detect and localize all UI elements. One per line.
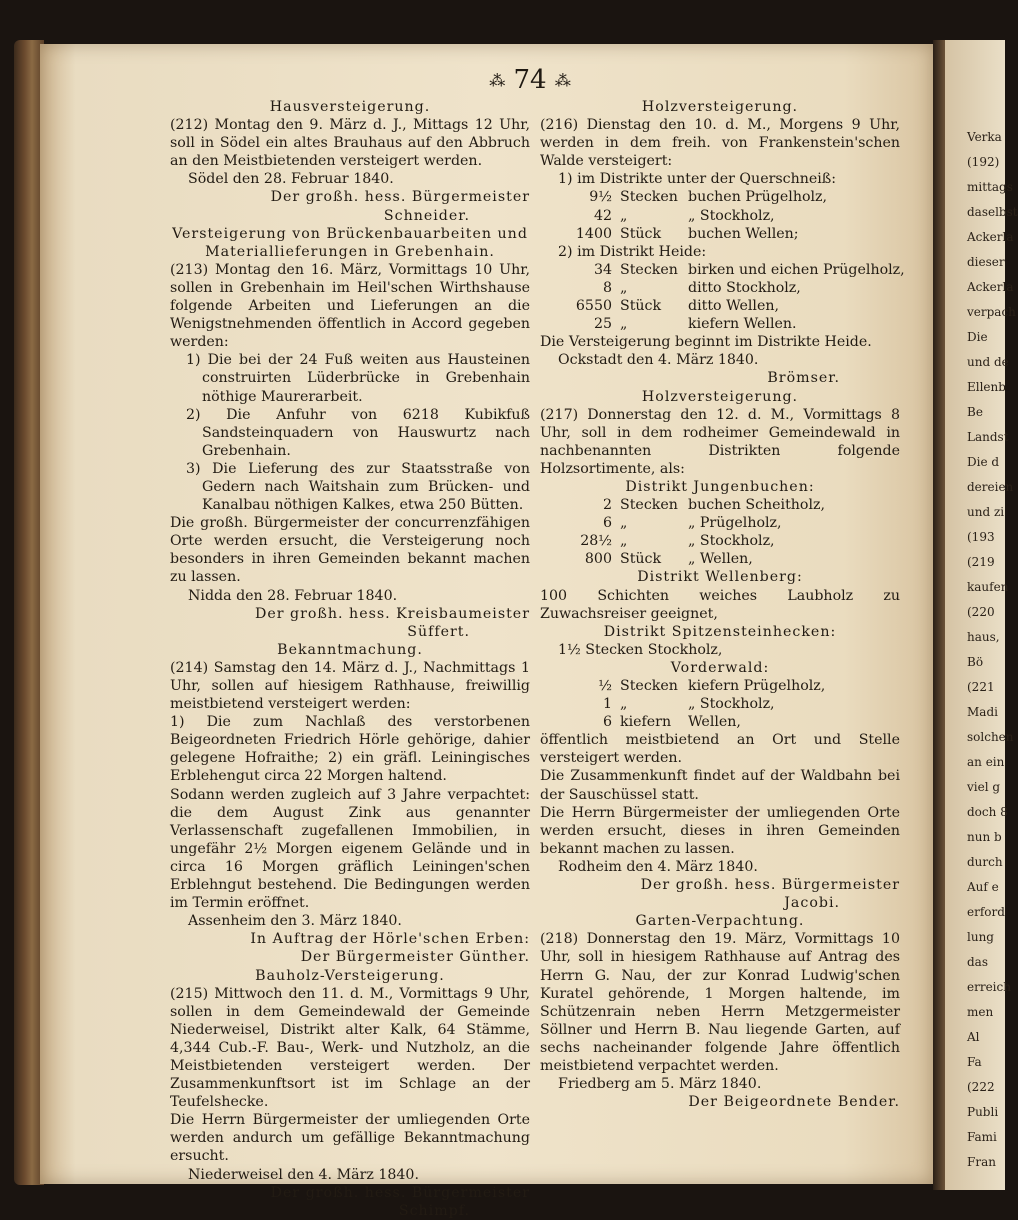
wood-lot-cell: kiefern Prügelholz, bbox=[688, 678, 826, 694]
facing-page-fragment: verpach bbox=[967, 305, 1016, 319]
wood-lot-cell: ½ bbox=[598, 678, 612, 694]
facing-page-fragment: Verka bbox=[967, 130, 1002, 144]
notice-paragraph: (215) Mittwoch den 11. d. M., Vormittags 9 Uhr, sollen in dem Gemeindewald der Gemeinde Niederweisel, Distrikt alter Kalk, 64 Stämme, 4,344 Cub.-F. Bau-, Werk- und Nutzholz, an die Meistbietenden versteigert werden. Der Zusammenkunftsort ist im Schlage an der Teufelshecke. bbox=[170, 985, 530, 1111]
facing-page-fragment: (219 bbox=[967, 555, 995, 569]
facing-page-fragment: mittags bbox=[967, 180, 1013, 194]
wood-lot-cell: Wellen, bbox=[688, 714, 741, 731]
facing-page-fragment: erreich bbox=[967, 980, 1011, 994]
wood-lot-cell: 25 bbox=[593, 316, 612, 333]
notice-heading: Holzversteigerung. bbox=[641, 388, 799, 405]
wood-lot-row bbox=[540, 532, 900, 550]
wood-lot-cell: „ bbox=[620, 533, 628, 550]
wood-lot-cell: buchen Wellen; bbox=[688, 225, 799, 242]
facing-page-fragment: (221 bbox=[967, 680, 995, 694]
notice-list-item: 1) Die bei der 24 Fuß weiten aus Hausteinen construirten Lüderbrücke in Grebenhain nöthige Maurerarbeit. bbox=[186, 352, 530, 405]
facing-page-fragment: Ackerla bbox=[967, 230, 1014, 244]
wood-lot-row bbox=[540, 677, 900, 695]
left-column bbox=[170, 98, 530, 1220]
notice-place-date: Assenheim den 3. März 1840. bbox=[188, 913, 402, 930]
wood-lot-cell: 2 bbox=[602, 497, 612, 514]
facing-page-fragment: Auf e bbox=[967, 880, 999, 894]
notice-subheading: 1½ Stecken Stockholz, bbox=[558, 641, 723, 658]
wood-lot-cell: Stecken bbox=[620, 678, 678, 694]
facing-page-fragment: Ellenb bbox=[967, 380, 1006, 394]
notice-subheading: 1) im Distrikte unter der Querschneiß: bbox=[558, 171, 837, 188]
wood-lot-cell: „ Prügelholz, bbox=[688, 515, 782, 532]
wood-lot-cell: 6550 bbox=[575, 298, 612, 315]
wood-lot-cell: Stecken bbox=[620, 261, 678, 278]
notice-heading: Vorderwald: bbox=[670, 659, 770, 676]
wood-lot-row bbox=[540, 207, 900, 225]
notice-signature-name: Jacobi. bbox=[784, 895, 840, 912]
wood-lot-cell: 28½ bbox=[580, 533, 612, 550]
notice-heading: Versteigerung von Brückenbauarbeiten und Materiallieferungen in Grebenhain. bbox=[172, 225, 528, 260]
notice-signature-name: Süffert. bbox=[407, 623, 470, 640]
notice-paragraph: (218) Donnerstag den 19. März, Vormittags 10 Uhr, soll in hiesigem Rathhause auf Antrag des Herrn G. Nau, der zur Konrad Ludwig'schen Kuratel gehörende, 1 Morgen haltende, im Schützenrain neben Herrn Metzgermeister Söllner und Herrn B. Nau liegende Garten, auf sechs nacheinander folgende Jahre öffentlich meistbietend verpachtet werden. bbox=[540, 931, 900, 1074]
wood-lot-cell: 42 bbox=[593, 207, 612, 224]
notice-list-item: 2) Die Anfuhr von 6218 Kubikfuß Sandsteinquadern von Hauswurtz nach Grebenhain. bbox=[186, 406, 530, 459]
notice-heading: Garten-Verpachtung. bbox=[635, 913, 805, 930]
facing-page-fragment: viel g bbox=[967, 780, 1001, 794]
notice-place-date: Ockstadt den 4. März 1840. bbox=[558, 352, 759, 369]
facing-page-fragment: Fami bbox=[967, 1130, 997, 1144]
facing-page-edge bbox=[945, 40, 1018, 1190]
wood-lot-cell: birken und eichen Prügelholz, bbox=[688, 261, 905, 278]
facing-page-fragment: Landst bbox=[967, 430, 1009, 444]
notice-paragraph: (216) Dienstag den 10. d. M., Morgens 9 Uhr, werden in dem freih. von Frankenstein'schen Walde versteigert: bbox=[540, 117, 900, 170]
wood-lot-cell: „ bbox=[620, 696, 628, 713]
facing-page-fragment: dereien bbox=[967, 480, 1014, 494]
facing-page-fragment: Fa bbox=[967, 1055, 982, 1069]
notice-paragraph: (212) Montag den 9. März d. J., Mittags 12 Uhr, soll in Södel ein altes Brauhaus auf den Abbruch an den Meistbietenden versteigert werden. bbox=[170, 117, 530, 170]
wood-lot-cell: Stück bbox=[620, 298, 662, 315]
wood-lot-cell: ditto Stockholz, bbox=[688, 279, 801, 296]
page-header bbox=[470, 60, 590, 100]
wood-lot-cell: Stück bbox=[620, 225, 662, 242]
notice-heading: Distrikt Jungenbuchen: bbox=[625, 478, 815, 495]
wood-lot-cell: Stecken bbox=[620, 497, 678, 514]
notice-place-date: Rodheim den 4. März 1840. bbox=[558, 858, 758, 875]
wood-lot-cell: „ Stockholz, bbox=[688, 696, 775, 713]
facing-page-fragment: kaufen bbox=[967, 580, 1009, 594]
facing-page-fragment: Die bbox=[967, 330, 988, 344]
facing-page-fragment: und zi bbox=[967, 505, 1005, 519]
notice-signature: Der großh. hess. Bürgermeister bbox=[640, 877, 900, 894]
notice-signature-name: Schimpf. bbox=[398, 1202, 470, 1219]
wood-lot-cell: Stecken bbox=[620, 189, 678, 206]
facing-page-fragment: men bbox=[967, 1005, 994, 1019]
wood-lot-cell: „ Stockholz, bbox=[688, 207, 775, 224]
wood-lot-row bbox=[540, 550, 900, 568]
facing-page-fragment: durch bbox=[967, 855, 1003, 869]
notice-paragraph: 1) Die zum Nachlaß des verstorbenen Beigeordneten Friedrich Hörle gehörige, dahier gelegene Hofraithe; 2) ein gräfl. Leiningisches Erblehengut circa 22 Morgen haltend. bbox=[170, 714, 530, 785]
notice-signature-name: Brömser. bbox=[767, 370, 840, 387]
notice-paragraph: (213) Montag den 16. März, Vormittags 10 Uhr, sollen in Grebenhain im Heil'schen Wirthshause folgende Arbeiten und Lieferungen an die Wenigstnehmenden öffentlich in Accord gegeben werden: bbox=[170, 261, 530, 351]
wood-lot-cell: „ bbox=[620, 316, 628, 333]
facing-page-fragment: (222 bbox=[967, 1080, 995, 1094]
wood-lot-row bbox=[540, 496, 900, 514]
notice-paragraph: (217) Donnerstag den 12. d. M., Vormittags 8 Uhr, soll in dem rodheimer Gemeindewald in nachbenannten Distrikten folgende Holzsortimente, als: bbox=[540, 406, 900, 477]
wood-lot-cell: „ Stockholz, bbox=[688, 533, 775, 550]
wood-lot-cell: „ bbox=[620, 279, 628, 296]
wood-lot-cell: 34 bbox=[593, 261, 612, 278]
facing-page-fragment: das bbox=[967, 955, 988, 969]
notice-paragraph: Die Zusammenkunft findet auf der Waldbahn bei der Sauschüssel statt. bbox=[540, 768, 900, 803]
wood-lot-cell: kiefern bbox=[620, 714, 672, 731]
notice-heading: Holzversteigerung. bbox=[641, 99, 799, 115]
right-column bbox=[540, 98, 905, 1111]
notice-signature: Der großh. hess. Bürgermeister bbox=[270, 189, 530, 206]
notice-place-date: Nidda den 28. Februar 1840. bbox=[188, 587, 398, 604]
notice-heading: Distrikt Wellenberg: bbox=[637, 569, 803, 586]
notice-place-date: Friedberg am 5. März 1840. bbox=[558, 1076, 762, 1093]
page-number: 74 bbox=[513, 65, 547, 95]
wood-lot-cell: 9½ bbox=[589, 189, 612, 206]
facing-page-fragment: Be bbox=[967, 405, 983, 419]
notice-place-date: Niederweisel den 4. März 1840. bbox=[188, 1166, 419, 1183]
wood-lot-cell: ditto Wellen, bbox=[688, 298, 780, 315]
facing-page-fragment: daselbst bbox=[967, 205, 1018, 219]
facing-page-fragment: Publi bbox=[967, 1105, 999, 1119]
notice-signature: Der großh. hess. Kreisbaumeister bbox=[254, 605, 530, 622]
notice-paragraph: Die Herrn Bürgermeister der umliegenden Orte werden andurch um gefällige Bekanntmachung ersucht. bbox=[170, 1112, 530, 1165]
notice-paragraph: (214) Samstag den 14. März d. J., Nachmittags 1 Uhr, sollen auf hiesigem Rathhause, freiwillig meistbietend versteigert werden: bbox=[170, 659, 530, 713]
wood-lot-cell: 1400 bbox=[575, 225, 612, 242]
wood-lot-cell: 8 bbox=[602, 279, 612, 296]
facing-page-fragment: dieser bbox=[967, 255, 1005, 269]
header-ornament-right: ⁂ bbox=[554, 71, 571, 90]
notice-heading: Bekanntmachung. bbox=[277, 641, 423, 658]
facing-page-fragment: Madi bbox=[967, 705, 998, 719]
notice-signature: Der Beigeordnete Bender. bbox=[688, 1094, 900, 1111]
wood-lot-cell: „ Wellen, bbox=[688, 551, 753, 568]
facing-page-fragment: Die d bbox=[967, 455, 1000, 469]
facing-page-fragment: doch 8 bbox=[967, 805, 1008, 819]
notice-signature: In Auftrag der Hörle'schen Erben: bbox=[250, 931, 530, 948]
header-ornament-left: ⁂ bbox=[489, 71, 506, 90]
facing-page-fragment: Fran bbox=[967, 1155, 996, 1169]
wood-lot-cell: „ bbox=[620, 515, 628, 532]
wood-lot-cell: Stück bbox=[620, 551, 662, 568]
wood-lot-row bbox=[540, 514, 900, 532]
notice-heading: Distrikt Spitzensteinhecken: bbox=[603, 623, 837, 640]
notice-heading: Hausversteigerung. bbox=[269, 99, 431, 115]
facing-page-fragment: (220 bbox=[967, 605, 995, 619]
facing-page-fragment: lung bbox=[967, 930, 994, 944]
facing-page-fragment: Bö bbox=[967, 655, 984, 669]
notice-signature-name: Schneider. bbox=[383, 207, 470, 224]
notice-heading: Bauholz-Versteigerung. bbox=[255, 967, 445, 984]
wood-lot-row bbox=[540, 225, 900, 243]
wood-lot-cell: 1 bbox=[602, 696, 612, 713]
notice-paragraph: 100 Schichten weiches Laubholz zu Zuwachsreiser geeignet, bbox=[540, 587, 900, 622]
facing-page-fragment: Al bbox=[967, 1030, 980, 1044]
wood-lot-cell: 800 bbox=[584, 551, 612, 568]
wood-lot-cell: kiefern Wellen. bbox=[688, 316, 797, 333]
wood-lot-row bbox=[540, 695, 900, 713]
facing-page-fragment: haus, bbox=[967, 630, 1000, 644]
wood-lot-cell: 6 bbox=[602, 515, 612, 532]
facing-page-fragment: (193 bbox=[967, 530, 995, 544]
facing-page-fragment: nun b bbox=[967, 830, 1002, 844]
wood-lot-cell: buchen Scheitholz, bbox=[688, 497, 825, 514]
notice-paragraph: Die Herrn Bürgermeister der umliegenden Orte werden ersucht, dieses in ihren Gemeinden bekannt machen zu lassen. bbox=[540, 804, 900, 857]
wood-lot-cell: buchen Prügelholz, bbox=[688, 189, 828, 206]
facing-page-fragment: und de bbox=[967, 355, 1009, 369]
notice-place-date: Södel den 28. Februar 1840. bbox=[188, 171, 394, 188]
notice-signature: Der großh. hess. Bürgermeister bbox=[270, 1184, 530, 1201]
wood-lot-row bbox=[540, 297, 900, 315]
notice-list-item: 3) Die Lieferung des zur Staatsstraße von Gedern nach Waitshain zum Brücken- und Kanalbau nöthigen Kalkes, etwa 250 Bütten. bbox=[186, 460, 530, 514]
notice-paragraph: Sodann werden zugleich auf 3 Jahre verpachtet: die dem August Zink aus genannter Verlassenschaft zugefallenen Immobilien, in ungefähr 2½ Morgen eigenem Gelände und in circa 16 Morgen gräflich Leiningen'schen Erblehngut bestehend. Die Bedingungen werden im Termin eröffnet. bbox=[170, 786, 530, 912]
wood-lot-cell: „ bbox=[620, 207, 628, 224]
notice-paragraph: Die Versteigerung beginnt im Distrikte Heide. bbox=[540, 334, 872, 351]
facing-page-fragment: an ein bbox=[967, 755, 1005, 769]
facing-page-fragment: erford bbox=[967, 905, 1005, 919]
facing-page-fragment: (192) bbox=[967, 155, 1000, 169]
wood-lot-row bbox=[540, 261, 905, 279]
facing-page-fragment: Ackerla bbox=[967, 280, 1014, 294]
wood-lot-row bbox=[540, 188, 900, 206]
notice-paragraph: öffentlich meistbietend an Ort und Stelle versteigert werden. bbox=[540, 732, 900, 767]
notice-subheading: 2) im Distrikt Heide: bbox=[558, 243, 707, 260]
wood-lot-row bbox=[540, 713, 900, 731]
wood-lot-row bbox=[540, 315, 900, 333]
facing-page-fragment: solchen bbox=[967, 730, 1014, 744]
wood-lot-row bbox=[540, 279, 900, 297]
wood-lot-cell: 6 bbox=[602, 714, 612, 731]
notice-signature: Der Bürgermeister Günther. bbox=[300, 949, 530, 966]
book-gutter bbox=[933, 40, 945, 1190]
notice-paragraph: Die großh. Bürgermeister der concurrenzfähigen Orte werden ersucht, die Versteigerung noch besonders in ihren Gemeinden bekannt machen zu lassen. bbox=[170, 515, 530, 586]
